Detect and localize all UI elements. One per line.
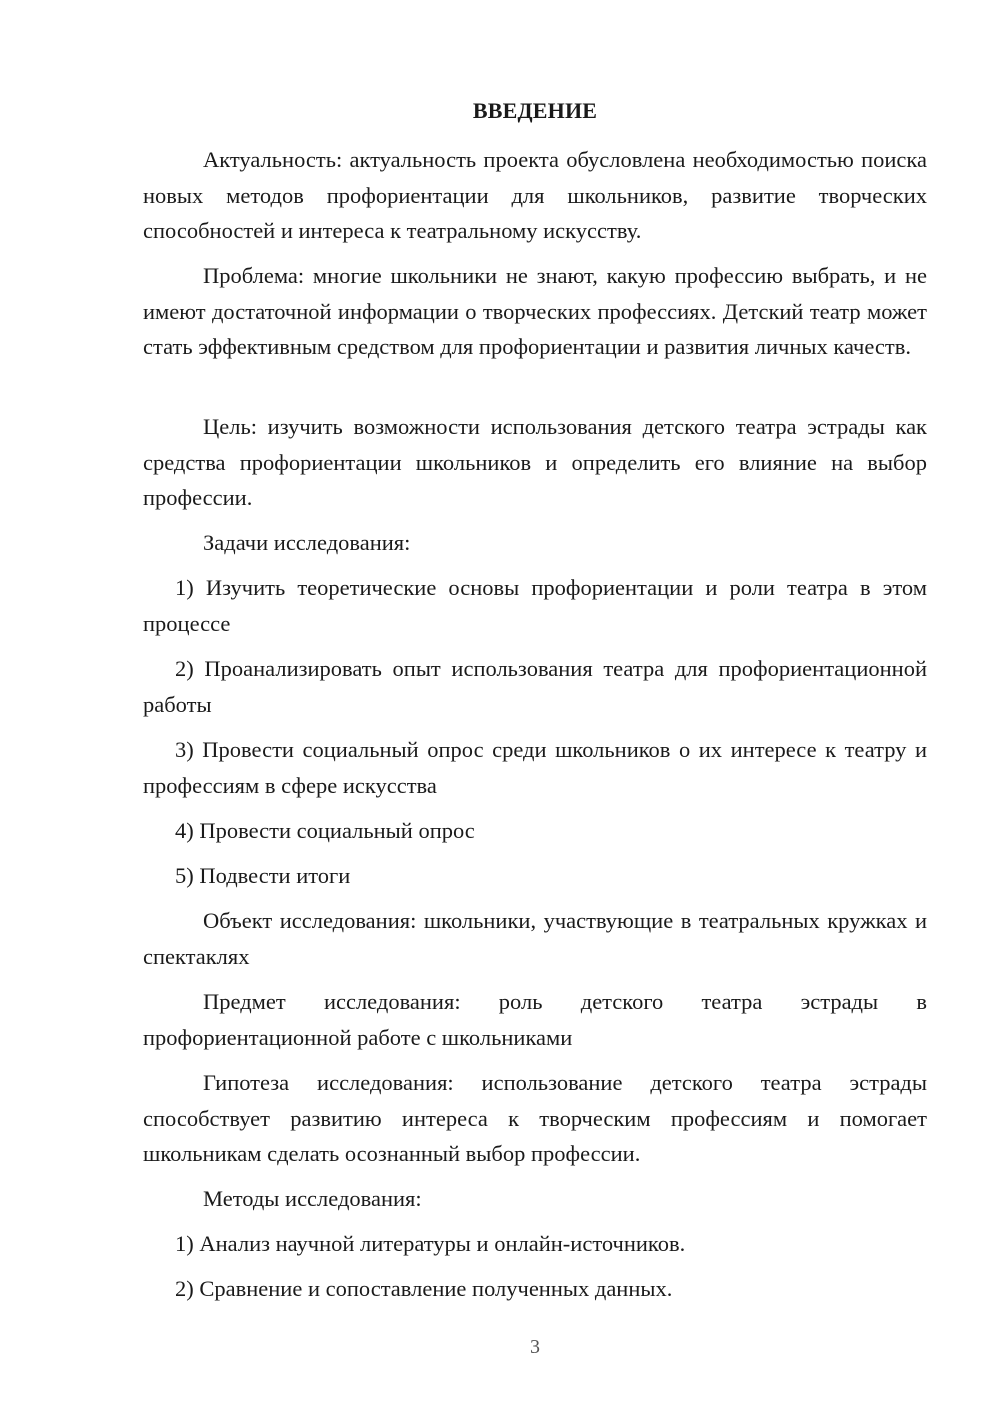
problem-paragraph: Проблема: многие школьники не знают, какую профессию выбрать, и не имеют достаточной информации о творческих профессиях. Детский театр может стать эффективным средством для профориентации и развития личных качеств. <box>143 263 927 359</box>
goal-paragraph: Цель: изучить возможности использования детского театра эстрады как средства профориентации школьников и определить его влияние на выбор профессии. <box>143 414 927 510</box>
method-item-2: 2) Сравнение и сопоставление полученных данных. <box>175 1276 673 1301</box>
task-item-2 <box>143 651 927 722</box>
task-item-1: 1) Изучить теоретические основы профориентации и роли театра в этом процессе <box>143 575 927 636</box>
task-item-4: 4) Провести социальный опрос <box>175 818 475 843</box>
task-item-3: 3) Провести социальный опрос среди школьников о их интересе к театру и профессиям в сфере искусства <box>143 737 927 798</box>
section-title: ВВЕДЕНИЕ <box>472 98 598 123</box>
page-number: 3 <box>530 1336 540 1358</box>
task-item-5: 5) Подвести итоги <box>175 863 351 888</box>
object-paragraph: Объект исследования: школьники, участвующие в театральных кружках и спектаклях <box>143 908 927 969</box>
relevance-paragraph: Актуальность: актуальность проекта обусловлена необходимостью поиска новых методов профориентации для школьников, развитие творческих способностей и интереса к театральному искусству. <box>143 147 927 243</box>
task-item-2-text: 2) Проанализировать опыт использования театра для профориентационной работы <box>143 656 927 717</box>
methods-heading: Методы исследования: <box>203 1186 422 1211</box>
tasks-heading: Задачи исследования: <box>203 530 411 555</box>
hypothesis-paragraph: Гипотеза исследования: использование детского театра эстрады способствует развитию интереса к творческим профессиям и помогает школьникам сделать осознанный выбор профессии. <box>143 1070 927 1166</box>
subject-paragraph: Предмет исследования: роль детского театра эстрады в профориентационной работе с школьниками <box>143 989 927 1050</box>
method-item-1: 1) Анализ научной литературы и онлайн-источников. <box>175 1231 686 1256</box>
